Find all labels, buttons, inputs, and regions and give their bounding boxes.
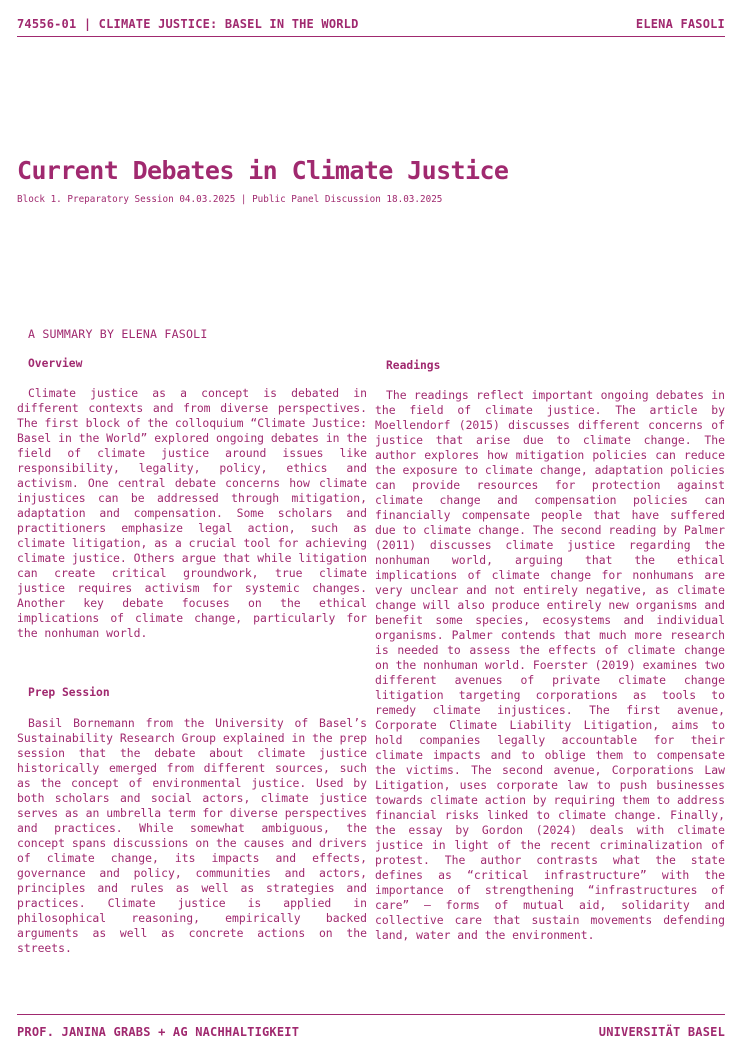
page-subtitle: Block 1. Preparatory Session 04.03.2025 | Public Panel Discussion 18.03.2025 [17,194,443,205]
footer-supervisor: PROF. JANINA GRABS + AG NACHHALTIGKEIT [17,1025,300,1039]
overview-paragraph: Climate justice as a concept is debated in different contexts and from diverse perspectives. The first block of the colloquium “Climate Justice: Basel in the World” explored ongoing debates in the field of climate justice around issues like responsibility, legality, policy, ethics and activism. One central debate concerns how climate injustices can be addressed through mitigation, adaptation and compensation. Some scholars and practitioners emphasize legal action, such as climate litigation, as a crucial tool for achieving climate justice. Others argue that while litigation can create critical groundwork, true climate justice requires activism for systemic changes. Another key debate focuses on the ethical implications of climate change, particularly for the nonhuman world. [17,386,367,640]
prep-session-heading: Prep Session [28,686,110,699]
prep-session-paragraph: Basil Bornemann from the University of Basel’s Sustainability Research Group explained in the prep session that the debate about climate justice historically emerged from different sources, such as the concept of environmental justice. Used by both scholars and social actors, climate justice serves as an umbrella term for diverse perspectives and practices. While somewhat ambiguous, the concept spans discussions on the causes and drivers of climate change, its impacts and effects, governance and policy, communities and actors, principles and rules as well as strategies and practices. Climate justice is applied in philosophical reasoning, empirically backed arguments as well as concrete actions on the streets. [17,716,367,955]
byline: A SUMMARY BY ELENA FASOLI [28,327,208,341]
footer-university: UNIVERSITÄT BASEL [598,1025,725,1039]
running-footer [17,1014,725,1039]
running-header [17,14,725,37]
header-course: 74556-01 | CLIMATE JUSTICE: BASEL IN THE WORLD [17,17,359,31]
header-author: ELENA FASOLI [635,17,725,31]
page-title: Current Debates in Climate Justice [17,156,509,185]
readings-paragraph: The readings reflect important ongoing debates in the field of climate justice. The article by Moellendorf (2015) discusses different concerns of justice that arise due to climate change. The author explores how mitigation policies can reduce the exposure to climate change, adaptation policies can provide resources for protection against climate change and compensation policies can financially compensate people that have suffered due to climate change. The second reading by Palmer (2011) discusses climate justice regarding the nonhuman world, arguing that the ethical implications of climate change for nonhumans are very unclear and not entirely negative, as climate change will also produce entirely new organisms and benefit some species, ecosystems and individual organisms. Palmer contends that much more research is needed to assess the effects of climate change on the nonhuman world. Foerster (2019) examines two different avenues of private climate change litigation targeting corporations as tools to remedy climate injustices. The first avenue, Corporate Climate Liability Litigation, aims to hold companies legally accountable for their climate impacts and to oblige them to compensate the victims. The second avenue, Corporations Law Litigation, uses corporate law to push businesses towards climate action by requiring them to address financial risks linked to climate change. Finally, the essay by Gordon (2024) deals with climate justice in light of the recent criminalization of protest. The author contrasts what the state defines as “critical infrastructure” with the importance of strengthening “infrastructures of care” – forms of mutual aid, solidarity and collective care that sustain movements defending land, water and the environment. [375,388,725,942]
overview-heading: Overview [28,357,83,370]
readings-heading: Readings [386,359,441,372]
